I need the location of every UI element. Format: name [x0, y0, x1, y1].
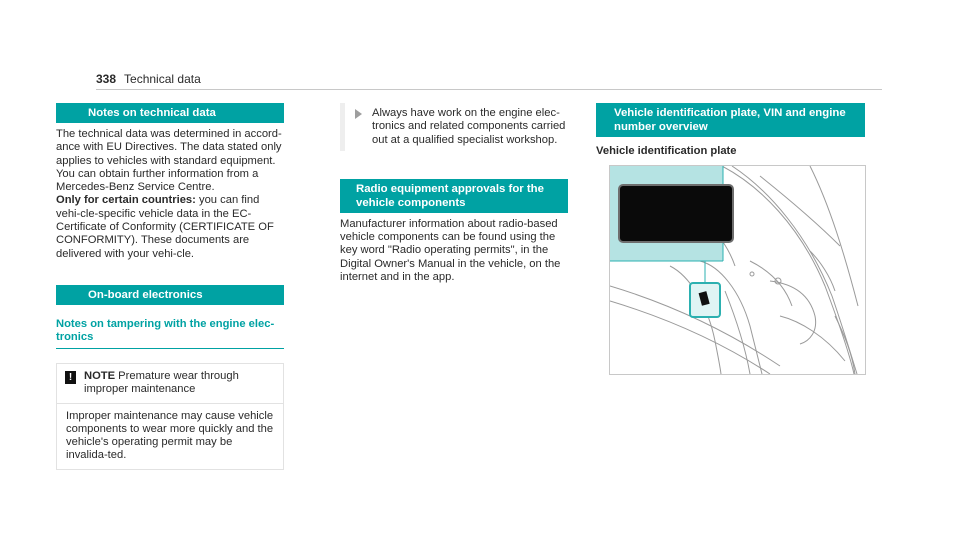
- technical-data-paragraph: The technical data was determined in accord-ance with EU Directives. The data stated only applies to vehicles with standard equipment. You can obtain further information from a Mercedes-Benz Service Centre.: [56, 128, 282, 194]
- vehicle-door-sill-illustration: [609, 165, 866, 375]
- note-box: [56, 363, 284, 470]
- door-sill-drawing: [610, 166, 865, 374]
- instruction-text: Always have work on the engine elec-tronics and related components carried out at a qualified specialist workshop.: [372, 107, 566, 146]
- identification-plate-subheading: Vehicle identification plate: [596, 145, 737, 157]
- note-title: [84, 370, 277, 397]
- tampering-subheading: Notes on tampering with the engine elec-tronics: [56, 317, 275, 343]
- certain-countries-text: you can find vehi-cle-specific vehicle data in the EC-Certificate of Conformity (CERTIFICATE OF CONFORMITY). These documents are delivered with your vehi-cle.: [56, 194, 274, 260]
- section-title: Technical data: [124, 72, 201, 86]
- certain-countries-paragraph: [56, 194, 284, 260]
- arrow-right-icon: [355, 109, 362, 119]
- onboard-electronics-heading: On-board electronics: [56, 285, 284, 305]
- column-middle: [340, 103, 568, 284]
- note-title-text: Premature wear through improper maintenance: [84, 369, 239, 396]
- radio-equipment-paragraph: Manufacturer information about radio-based vehicle components can be found using the key word "Radio operating permits", in the Digital Owner's Manual in the vehicle, on the internet and in the app.: [340, 217, 561, 284]
- note-body: Improper maintenance may cause vehicle components to wear more quickly and the vehicle's operating permit may be invalida-ted.: [66, 409, 274, 462]
- vehicle-identification-heading: Vehicle identification plate, VIN and engine number overview: [596, 103, 865, 137]
- note-header: [57, 364, 283, 404]
- page-number: 338: [96, 72, 117, 86]
- technical-data-heading: Notes on technical data: [56, 103, 284, 123]
- radio-equipment-heading: Radio equipment approvals for the vehicle components: [340, 179, 568, 213]
- instruction-step: [340, 103, 568, 151]
- column-left: [56, 103, 284, 470]
- page-header: [96, 72, 201, 86]
- header-divider: [96, 89, 882, 90]
- note-label: NOTE: [84, 369, 116, 382]
- certain-countries-label: Only for certain countries:: [56, 194, 196, 207]
- warning-icon: !: [65, 371, 76, 384]
- column-right: [596, 103, 865, 158]
- subheading-divider: [56, 348, 284, 349]
- tampering-subheading-wrap: [56, 318, 284, 349]
